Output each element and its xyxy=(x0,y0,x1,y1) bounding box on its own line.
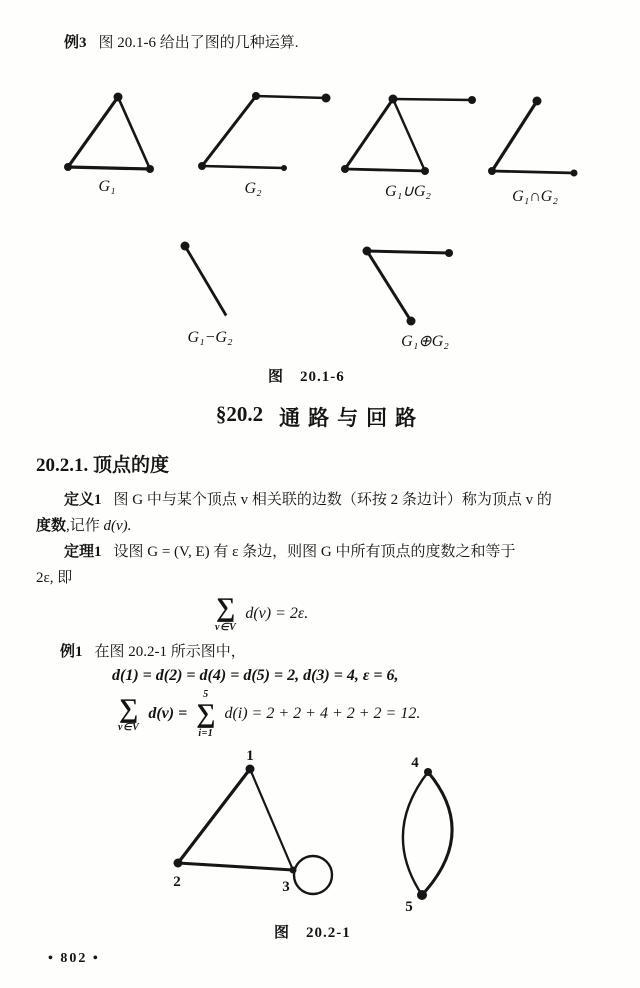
graph-g1 xyxy=(64,93,154,196)
graph-label-minus: G₁−G₂ xyxy=(187,329,233,346)
vertex-dot-open xyxy=(225,315,231,321)
theorem1-label: 定理1 xyxy=(64,544,102,560)
vertex-dot xyxy=(424,768,432,776)
vertex-dot xyxy=(290,867,297,874)
figure-graph-operations xyxy=(0,88,640,350)
graph-minus xyxy=(181,242,233,347)
definition1-line2 xyxy=(36,516,131,536)
sum-lower-limit: v∈V xyxy=(215,621,237,633)
graph-parallel-edges xyxy=(403,755,452,915)
example3-text: 图 20.1-6 给出了图的几种运算. xyxy=(98,35,299,51)
summation-symbol: ∑ v∈V xyxy=(118,692,140,734)
vertex-dot xyxy=(64,163,72,171)
self-loop xyxy=(294,856,332,894)
vertex-dot xyxy=(246,765,255,774)
vertex-dot xyxy=(533,97,542,106)
vertex-dot xyxy=(488,167,496,175)
vertex-dot xyxy=(445,249,453,257)
sum-upper-limit: 5 xyxy=(203,689,209,700)
graph-union xyxy=(341,95,476,201)
vertex-label-5: 5 xyxy=(405,899,413,915)
vertex-dot xyxy=(181,242,190,251)
theorem1-text: 设图 G = (V, E) 有 ε 条边，则图 G 中所有顶点的度数之和等于 xyxy=(113,544,516,560)
vertex-label-4: 4 xyxy=(411,755,419,771)
vertex-dot xyxy=(417,890,427,900)
vertex-dot xyxy=(571,170,578,177)
vertex-label-2: 2 xyxy=(173,874,181,890)
section-title: 通路与回路 xyxy=(279,406,425,430)
vertex-dot xyxy=(468,96,476,104)
example1-equation: d(1) = d(2) = d(4) = d(5) = 2, d(3) = 4, ε = 6, xyxy=(112,667,399,684)
graph-intersect xyxy=(488,97,578,206)
graph-label-xor: G₁⊕G₂ xyxy=(401,333,449,350)
graph-xor xyxy=(363,247,454,351)
example3-label: 例3 xyxy=(64,35,87,51)
vertex-dot xyxy=(322,94,331,103)
graph-label-g2: G₂ xyxy=(244,180,262,197)
subsection-heading: 20.2.1. 顶点的度 xyxy=(36,455,170,476)
vertex-dot xyxy=(421,167,429,175)
definition1-notation: d(v). xyxy=(103,518,132,534)
vertex-dot xyxy=(407,317,416,326)
vertex-label-3: 3 xyxy=(282,879,290,895)
page-number: • 802 • xyxy=(48,951,100,966)
example3-line xyxy=(64,33,299,53)
degree-sum-example-formula xyxy=(118,690,420,739)
definition1-text: 图 G 中与某个顶点 v 相关联的边数（环按 2 条边计）称为顶点 v 的 xyxy=(113,492,552,508)
section-number: §20.2 xyxy=(215,402,264,426)
vertex-dot xyxy=(198,162,206,170)
example1-line xyxy=(60,642,246,662)
vertex-label-1: 1 xyxy=(246,748,254,764)
summation-symbol: ∑ v∈V xyxy=(215,592,237,633)
vertex-dot xyxy=(146,165,154,173)
formula2-body: d(i) = 2 + 2 + 4 + 2 + 2 = 12. xyxy=(224,705,421,723)
definition1-line1 xyxy=(64,490,552,510)
graph-g2 xyxy=(198,92,331,197)
vertex-dot xyxy=(174,859,183,868)
summation-symbol: 5 ∑ i=1 xyxy=(196,689,216,739)
vertex-dot xyxy=(281,165,287,171)
example1-label: 例1 xyxy=(60,644,83,660)
definition1-text2: ,记作 xyxy=(66,518,104,534)
figure1-caption: 图 20.1-6 xyxy=(268,369,345,385)
theorem1-line1 xyxy=(64,542,516,562)
graph-triangle-with-loop xyxy=(173,748,332,895)
example1-text: 在图 20.2-1 所示图中， xyxy=(94,644,246,660)
graph-label-g1: G₁ xyxy=(98,178,116,195)
formula1-body: d(v) = 2ε. xyxy=(245,604,309,622)
vertex-dot xyxy=(363,247,372,256)
vertex-dot xyxy=(341,165,349,173)
definition1-term: 度数 xyxy=(36,518,67,534)
formula2-mid: d(v) = xyxy=(148,705,188,723)
figure-degree-example xyxy=(0,745,640,920)
graph-label-intersect: G₁∩G₂ xyxy=(512,188,558,205)
graph-label-union: G₁∪G₂ xyxy=(385,183,431,200)
theorem1-line2: 2ε, 即 xyxy=(36,570,73,586)
vertex-dot xyxy=(252,92,260,100)
sum-lower-limit: v∈V xyxy=(118,722,140,734)
vertex-dot xyxy=(114,93,123,102)
sum-lower-limit: i=1 xyxy=(198,727,214,739)
vertex-dot xyxy=(389,95,398,104)
degree-sum-formula xyxy=(215,592,309,633)
figure2-caption: 图 20.2-1 xyxy=(274,925,351,941)
section-heading xyxy=(0,402,640,432)
definition1-label: 定义1 xyxy=(64,492,102,508)
